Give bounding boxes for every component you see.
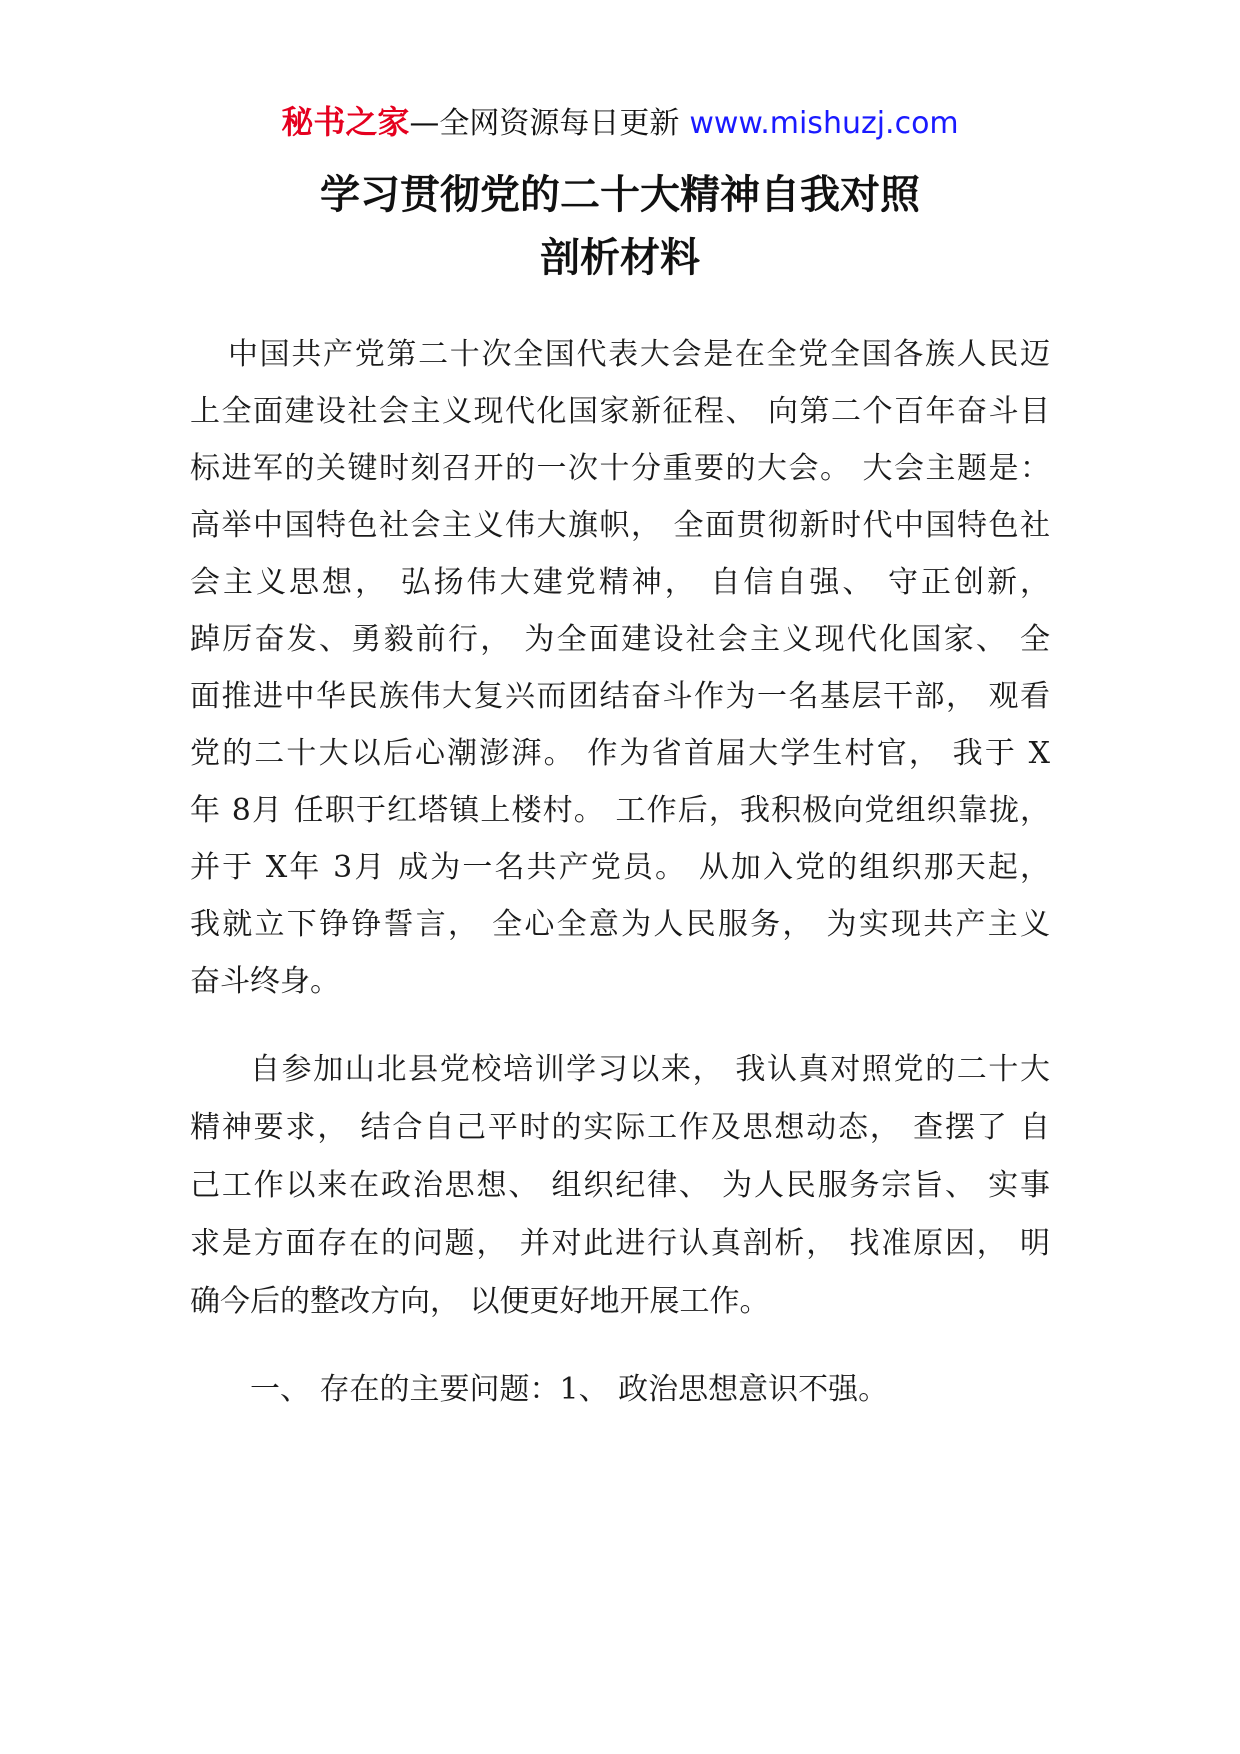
paragraph-line: 奋斗终身。	[190, 964, 340, 999]
paragraph-line: 面推进中华民族伟大复兴而团结奋斗作为一名基层干部， 观看	[190, 679, 1050, 714]
paragraph-line: 自参加山北县党校培训学习以来， 我认真对照党的二十大	[250, 1052, 1050, 1087]
site-header	[0, 100, 1240, 146]
paragraph-line: 党的二十大以后心潮澎湃。 作为省首届大学生村官， 我于 X	[190, 736, 1050, 771]
paragraph-line: 年 8月 任职于红塔镇上楼村。 工作后，我积极向党组织靠拢，	[190, 793, 1050, 828]
paragraph-line: 求是方面存在的问题， 并对此进行认真剖析， 找准原因， 明	[190, 1226, 1050, 1261]
site-brand: 秘书之家	[281, 103, 410, 141]
section-heading-line: 一、 存在的主要问题：1、 政治思想意识不强。	[250, 1372, 889, 1407]
paragraph-line: 精神要求， 结合自己平时的实际工作及思想动态， 查摆了 自	[190, 1110, 1050, 1145]
paragraph-line: 己工作以来在政治思想、 组织纪律、 为人民服务宗旨、 实事	[190, 1168, 1050, 1203]
paragraph-line: 中国共产党第二十次全国代表大会是在全党全国各族人民迈	[228, 337, 1050, 372]
paragraph-line: 高举中国特色社会主义伟大旗帜， 全面贯彻新时代中国特色社	[190, 508, 1050, 543]
paragraph-line: 踔厉奋发、勇毅前行， 为全面建设社会主义现代化国家、 全	[190, 622, 1050, 657]
site-tagline: —全网资源每日更新	[409, 106, 680, 141]
paragraph-line: 确今后的整改方向， 以便更好地开展工作。	[190, 1284, 770, 1319]
paragraph-line: 标进军的关键时刻召开的一次十分重要的大会。 大会主题是：	[190, 451, 1050, 486]
paragraph-line: 我就立下铮铮誓言， 全心全意为人民服务， 为实现共产主义	[190, 907, 1050, 942]
paragraph-line: 并于 X年 3月 成为一名共产党员。 从加入党的组织那天起，	[190, 850, 1050, 885]
site-url-link[interactable]: www.mishuzj.com	[689, 106, 959, 141]
document-title-line-1: 学习贯彻党的二十大精神自我对照	[320, 172, 920, 218]
paragraph-line: 上全面建设社会主义现代化国家新征程、 向第二个百年奋斗目	[190, 394, 1050, 429]
paragraph-line: 会主义思想， 弘扬伟大建党精神， 自信自强、 守正创新，	[190, 565, 1050, 600]
document-title-line-2: 剖析材料	[540, 235, 700, 281]
